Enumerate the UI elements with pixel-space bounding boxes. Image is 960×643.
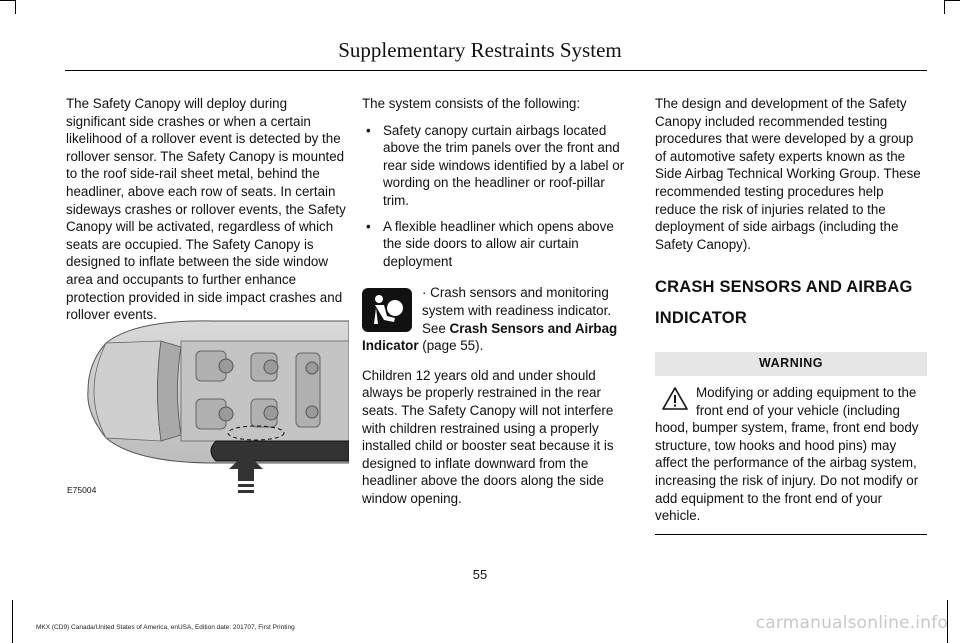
page-title: Supplementary Restraints System [338,38,622,62]
column-1 [66,95,349,337]
vehicle-top-view-illustration [66,313,349,497]
system-components-list [362,122,630,271]
page-reference: (page 55). [418,338,484,354]
section-heading-line-1: CRASH SENSORS AND AIRBAG [655,278,913,297]
safety-canopy-paragraph: The Safety Canopy will deploy during significant side crashes or when a certain likelihood of a rollover event is detected by the rollover sensor. The Safety Canopy is mounted to the roof side-rail sheet metal, behind the headliner, above each row of seats. In certain sideways crashes or rollover events, the Safety Canopy will be activated, regardless of which seats are occupied. The Safety Canopy is designed to inflate between the side window area and occupants to further enhance protection provided in side impact crashes and rollover events. [66,96,346,323]
watermark: carmanualsonline.info [755,613,948,633]
warning-triangle-icon [661,386,689,411]
column-2 [362,95,630,520]
warning-box [655,384,927,535]
column-3 [655,95,927,535]
vehicle-figure [66,313,349,497]
page-number: 55 [472,567,488,582]
crop-mark-top-left [0,0,16,1]
crop-mark-top-right-v [944,0,945,14]
list-item: • A flexible headliner which opens above the side doors to allow air curtain deployment [362,218,630,271]
header-rule [65,70,927,71]
list-item: • Safety canopy curtain airbags located above the trim panels over the front and rear side windows identified by a label or wording on the headliner or roof-pillar trim. [362,122,630,210]
system-intro: The system consists of the following: [362,96,581,111]
figure-label: E75004 [67,485,97,495]
section-heading-line-2: INDICATOR [655,309,747,328]
section-heading [655,277,927,328]
airbag-warning-icon [362,288,412,332]
warning-label: WARNING [655,352,927,376]
warning-text: Modifying or adding equipment to the front end of your vehicle (including hood, bumper system, frame, front end body structure, tow hooks and hood pins) may affect the performance of the airbag system, increasing the risk of injury. Do not modify or add equipment to the front end of your vehicle. [655,384,919,524]
design-paragraph: The design and development of the Safety Canopy included recommended testing procedures that were developed by a group of automotive safety experts known as the Side Airbag Technical Working Group. These recommended testing procedures help reduce the risk of injuries related to the deployment of side airbags (including the Safety Canopy). [655,96,921,252]
children-paragraph: Children 12 years old and under should always be properly restrained in the rear seats. The Safety Canopy will not interfere with children restrained using a properly installed child or booster seat because it is designed to inflate downward from the headliner above the doors along the side window opening. [362,367,614,506]
crash-sensor-text: · Crash sensors and monitoring system with readiness indicator. See [422,285,612,336]
crop-mark-top-left-v [15,0,16,14]
edition-footer: MKX (CD9) Canada/United States of America, enUSA, Edition date: 201707, First Printing [36,624,295,631]
crash-sensor-item [362,284,630,354]
crop-mark-top-right [944,0,960,1]
crop-mark-bottom-left [12,600,13,643]
crash-sensors-link[interactable]: Crash Sensors and Airbag Indicator [362,320,618,354]
